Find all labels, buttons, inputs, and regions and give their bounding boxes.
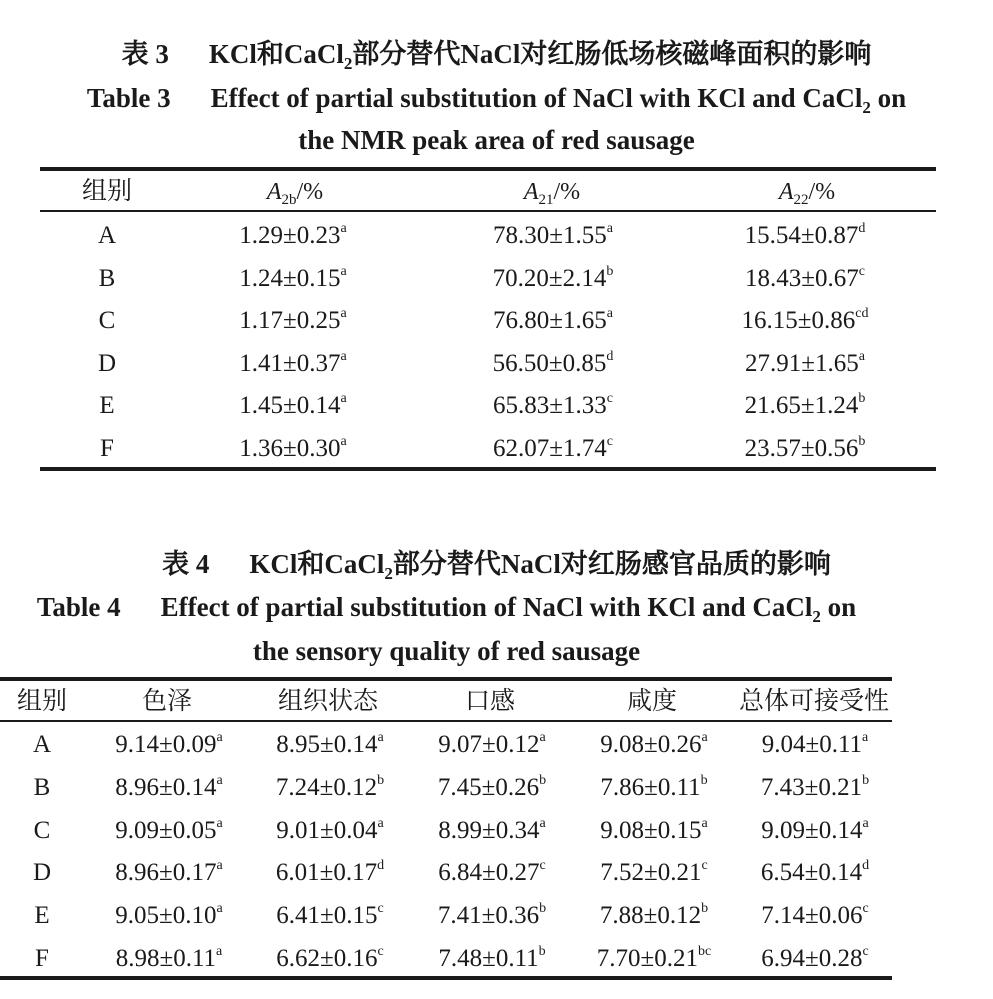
table4-row-3-col-4-significance: c <box>701 858 708 873</box>
table4-row-0-col-4-significance: a <box>701 730 708 745</box>
table3-row-1-group <box>78 266 136 291</box>
table4-header-col-0: 组别 <box>16 686 67 715</box>
table4-row-4-col-1-value: 9.05±0.10 <box>115 902 217 929</box>
table3-row-0-col-3 <box>700 223 910 248</box>
table4-label-en: Table 4 <box>36 592 121 622</box>
table4-bottom-rule <box>0 976 892 980</box>
table3-row-4-group <box>78 393 136 418</box>
table3-row-5-col-2 <box>448 436 658 461</box>
table4-row-3-col-2 <box>256 860 404 885</box>
table4-row-5-group-value: F <box>35 945 49 972</box>
table4-title-cn: 表 4 KCl和CaCl$_2$部分替代NaCl对红肠感官品质的影响 <box>162 549 831 583</box>
table4-header-rule <box>0 720 892 722</box>
table4-row-4-col-4-value: 7.88±0.12 <box>599 902 702 929</box>
table4-row-2-col-1 <box>95 818 243 843</box>
table4-row-4-col-5-value: 7.14±0.06 <box>761 902 863 929</box>
table3-title-en-line2: the NMR peak area of red sausage <box>298 125 695 155</box>
table3-row-1-col-1-value: 1.24±0.15 <box>239 265 341 292</box>
table3-bottom-rule <box>40 467 936 471</box>
table4-row-5-col-3-value: 7.48±0.11 <box>438 945 539 972</box>
table3-row-3-col-1-significance: a <box>340 349 347 364</box>
table3-row-0-group-value: A <box>97 222 117 249</box>
table3-row-2-col-2-value: 76.80±1.65 <box>493 307 607 334</box>
table4-row-1-col-4 <box>580 775 728 800</box>
table4-row-2-col-3-value: 8.99±0.34 <box>438 817 540 844</box>
table4-row-1-col-3-value: 7.45±0.26 <box>437 774 540 801</box>
table3-label-en: Table 3 <box>86 83 171 113</box>
table4-row-2-col-3-significance: a <box>539 816 546 831</box>
table4-row-4-col-4 <box>580 903 728 928</box>
table4-row-3-col-5 <box>741 860 889 885</box>
table4-header-col-2: 组织状态 <box>277 686 378 715</box>
table3-row-5-col-3-significance: b <box>858 434 866 449</box>
table4-row-4-group-value: E <box>34 902 50 929</box>
table4-row-5-col-2-significance: c <box>377 944 384 959</box>
table4-row-0-col-2-value: 8.95±0.14 <box>276 731 378 758</box>
table3-row-2-col-2-significance: a <box>606 306 613 321</box>
table4-row-1-col-5 <box>741 775 889 800</box>
table4-row-4-col-2-significance: c <box>377 901 384 916</box>
table3-row-5-group-value: F <box>100 435 114 462</box>
table4-row-2-col-2-significance: a <box>377 816 384 831</box>
table4-row-4-col-3-significance: b <box>539 901 547 916</box>
table4-row-3-col-2-value: 6.01±0.17 <box>275 859 378 886</box>
table4-row-1-col-1-significance: a <box>216 773 223 788</box>
table4-header-col-1: 色泽 <box>141 686 192 715</box>
table3-row-1-col-3-value: 18.43±0.67 <box>745 265 859 292</box>
table4-row-1-group <box>12 775 72 800</box>
table4-row-5-col-3-significance: b <box>538 944 546 959</box>
table3-header-col1: $A_{2b}/\%$ <box>266 179 324 208</box>
table4-row-0-col-3-significance: a <box>539 730 546 745</box>
table3-row-4-group-value: E <box>99 392 115 419</box>
table3-row-1-col-2 <box>448 266 658 291</box>
table3-row-0-col-1 <box>188 223 398 248</box>
table4-row-0-col-4-value: 9.08±0.26 <box>600 731 702 758</box>
table4-row-1-col-5-value: 7.43±0.21 <box>760 774 863 801</box>
table3-row-4-col-3 <box>700 393 910 418</box>
table4-row-1-col-5-significance: b <box>862 773 870 788</box>
table4-row-2-col-3 <box>418 818 566 843</box>
table4-row-1-col-2 <box>256 775 404 800</box>
table4-row-5-col-5-significance: c <box>862 944 869 959</box>
table4-row-2-group <box>12 818 72 843</box>
table3-header-group: 组别 <box>81 176 132 205</box>
table3-row-0-col-2-value: 78.30±1.55 <box>493 222 607 249</box>
table4-row-3-col-3-value: 6.84±0.27 <box>438 859 540 886</box>
table3-row-2-group-value: C <box>98 307 116 334</box>
table4-row-1-col-3 <box>418 775 566 800</box>
table4-label-cn: 表 4 <box>162 549 210 579</box>
table4-row-1-col-4-value: 7.86±0.11 <box>600 774 701 801</box>
table4-row-2-col-1-significance: a <box>216 816 223 831</box>
table4-row-2-col-1-value: 9.09±0.05 <box>115 817 217 844</box>
table3-header-rule <box>40 210 936 212</box>
table3-row-3-col-3-value: 27.91±1.65 <box>745 350 859 377</box>
table4-row-0-col-1-value: 9.14±0.09 <box>115 731 217 758</box>
table4-row-1-col-1-value: 8.96±0.14 <box>115 774 217 801</box>
table4-row-3-col-5-significance: d <box>862 858 870 873</box>
table3-row-3-col-1-value: 1.41±0.37 <box>239 350 341 377</box>
table3-row-2-col-3-significance: cd <box>855 306 869 321</box>
table4-row-4-col-5-significance: c <box>862 901 869 916</box>
table3-row-5-col-3-value: 23.57±0.56 <box>744 435 859 462</box>
table4-row-3-col-1-significance: a <box>216 858 223 873</box>
table4-row-5-col-5 <box>741 946 889 971</box>
table4-row-4-col-2-value: 6.41±0.15 <box>276 902 378 929</box>
table4-row-4-col-3-value: 7.41±0.36 <box>437 902 540 929</box>
table4-row-0-col-3-value: 9.07±0.12 <box>438 731 540 758</box>
table3-row-4-col-3-value: 21.65±1.24 <box>744 392 859 419</box>
table3-row-2-group <box>78 308 136 333</box>
table3-row-3-col-2-value: 56.50±0.85 <box>492 350 607 377</box>
table4-header-col-4: 咸度 <box>626 686 677 715</box>
table4-row-3-col-2-significance: d <box>377 858 385 873</box>
table3-row-3-group-value: D <box>97 350 117 377</box>
table3-row-1-col-2-significance: b <box>606 264 614 279</box>
table3-row-1-col-1-significance: a <box>340 264 347 279</box>
table4-title-en-line2: the sensory quality of red sausage <box>252 636 641 666</box>
table4-row-3-col-1-value: 8.96±0.17 <box>115 859 217 886</box>
table4-row-0-group-value: A <box>32 731 52 758</box>
table3-row-1-col-3-significance: c <box>858 264 865 279</box>
table3-row-2-col-2 <box>448 308 658 333</box>
table3-row-4-col-2 <box>448 393 658 418</box>
table3-title-cn: 表 3 KCl和CaCl$_2$部分替代NaCl对红肠低场核磁峰面积的影响 <box>121 39 872 73</box>
table3-row-0-col-3-value: 15.54±0.87 <box>744 222 859 249</box>
table3-row-2-col-1-value: 1.17±0.25 <box>239 307 341 334</box>
table4-row-5-col-2-value: 6.62±0.16 <box>276 945 378 972</box>
table3-row-3-group <box>78 351 136 376</box>
table4-row-4-col-4-significance: b <box>701 901 709 916</box>
table4-top-rule <box>0 677 892 681</box>
table4-row-4-col-1-significance: a <box>216 901 223 916</box>
table4-row-0-col-1 <box>95 732 243 757</box>
table4-row-1-col-2-significance: b <box>377 773 385 788</box>
table3-row-3-col-2 <box>448 351 658 376</box>
table4-row-4-col-5 <box>741 903 889 928</box>
table4-row-5-col-4-value: 7.70±0.21 <box>596 945 698 972</box>
table4-row-2-col-4-significance: a <box>701 816 708 831</box>
table3-row-5-col-3 <box>700 436 910 461</box>
table3-row-2-col-3-value: 16.15±0.86 <box>741 307 856 334</box>
table4-row-2-col-2 <box>256 818 404 843</box>
table3-row-5-col-1-value: 1.36±0.30 <box>239 435 341 462</box>
table3-title-en-line1: Table 3 Effect of partial substitution of NaCl with KCl and CaCl$_2$ on <box>86 83 907 117</box>
table4-row-0-group <box>12 732 72 757</box>
table4-row-3-col-3-significance: c <box>539 858 546 873</box>
table4-row-5-col-4 <box>580 946 728 971</box>
table4-row-0-col-5-value: 9.04±0.11 <box>761 731 863 758</box>
table4-row-3-group <box>12 860 72 885</box>
table4-row-1-col-1 <box>95 775 243 800</box>
table4-row-5-col-3 <box>418 946 566 971</box>
table4-row-5-col-2 <box>256 946 404 971</box>
table4-row-5-col-1-value: 8.98±0.11 <box>115 945 217 972</box>
table3-row-4-col-2-value: 65.83±1.33 <box>493 392 607 419</box>
table4-row-0-col-2 <box>256 732 404 757</box>
table3-row-5-group <box>78 436 136 461</box>
table3-header-col2: $A_{21}/\%$ <box>523 179 581 208</box>
table4-row-3-col-3 <box>418 860 566 885</box>
table3-row-4-col-1-significance: a <box>340 391 347 406</box>
table4-row-5-col-1 <box>95 946 243 971</box>
table3-row-1-group-value: B <box>98 265 116 292</box>
table3-row-0-col-1-value: 1.29±0.23 <box>239 222 341 249</box>
table3-top-rule <box>40 167 936 171</box>
table3-row-5-col-2-value: 62.07±1.74 <box>493 435 607 462</box>
table4-row-4-group <box>12 903 72 928</box>
table4-row-5-group <box>12 946 72 971</box>
table3-row-2-col-3 <box>700 308 910 333</box>
table4-row-4-col-1 <box>95 903 243 928</box>
table3-label-cn: 表 3 <box>121 39 169 69</box>
table3-row-3-col-2-significance: d <box>606 349 614 364</box>
table4-row-4-col-3 <box>418 903 566 928</box>
table4-row-5-col-5-value: 6.94±0.28 <box>761 945 863 972</box>
table3-row-3-col-3 <box>700 351 910 376</box>
table3-row-5-col-1-significance: a <box>340 434 347 449</box>
table3-row-2-col-1-significance: a <box>340 306 347 321</box>
table3-row-0-group <box>78 223 136 248</box>
table4-row-3-col-5-value: 6.54±0.14 <box>760 859 863 886</box>
table3-row-1-col-1 <box>188 266 398 291</box>
table4-row-2-col-4-value: 9.08±0.15 <box>600 817 702 844</box>
table4-row-3-col-1 <box>95 860 243 885</box>
table3-row-3-col-1 <box>188 351 398 376</box>
table4-title-en-line1: Table 4 Effect of partial substitution of NaCl with KCl and CaCl$_2$ on <box>36 592 857 626</box>
table4-row-2-col-2-value: 9.01±0.04 <box>276 817 378 844</box>
table4-row-3-group-value: D <box>32 859 52 886</box>
table4-row-2-col-4 <box>580 818 728 843</box>
table4-header-col-5: 总体可接受性 <box>738 686 889 715</box>
table4-row-0-col-5-significance: a <box>862 730 869 745</box>
table3-row-4-col-3-significance: b <box>858 391 866 406</box>
table4-row-0-col-2-significance: a <box>377 730 384 745</box>
table4-row-1-group-value: B <box>33 774 51 801</box>
table3-row-4-col-2-significance: c <box>606 391 613 406</box>
table4-row-0-col-3 <box>418 732 566 757</box>
table3-row-5-col-2-significance: c <box>606 434 613 449</box>
table3-row-4-col-1 <box>188 393 398 418</box>
table4-row-0-col-4 <box>580 732 728 757</box>
table3-row-4-col-1-value: 1.45±0.14 <box>239 392 341 419</box>
table3-row-0-col-2 <box>448 223 658 248</box>
table4-row-2-col-5-value: 9.09±0.14 <box>761 817 863 844</box>
table4-row-4-col-2 <box>256 903 404 928</box>
table3-row-2-col-1 <box>188 308 398 333</box>
table3-row-1-col-2-value: 70.20±2.14 <box>492 265 607 292</box>
table4-row-2-col-5-significance: a <box>862 816 869 831</box>
table4-row-3-col-4 <box>580 860 728 885</box>
table4-row-1-col-4-significance: b <box>700 773 708 788</box>
table4-row-1-col-3-significance: b <box>539 773 547 788</box>
table4-row-3-col-4-value: 7.52±0.21 <box>600 859 702 886</box>
table4-row-1-col-2-value: 7.24±0.12 <box>275 774 378 801</box>
table3-row-0-col-1-significance: a <box>340 221 347 236</box>
table4-row-5-col-1-significance: a <box>216 944 223 959</box>
table4-row-2-group-value: C <box>33 817 51 844</box>
table4-row-5-col-4-significance: bc <box>698 944 712 959</box>
table3-row-1-col-3 <box>700 266 910 291</box>
table4-row-0-col-1-significance: a <box>216 730 223 745</box>
table4-row-0-col-5 <box>741 732 889 757</box>
table4-header-col-3: 口感 <box>464 686 515 715</box>
table3-row-3-col-3-significance: a <box>858 349 865 364</box>
table3-row-0-col-2-significance: a <box>606 221 613 236</box>
table3-row-0-col-3-significance: d <box>858 221 866 236</box>
table3-row-5-col-1 <box>188 436 398 461</box>
table4-row-2-col-5 <box>741 818 889 843</box>
table3-header-col3: $A_{22}/\%$ <box>778 179 836 208</box>
